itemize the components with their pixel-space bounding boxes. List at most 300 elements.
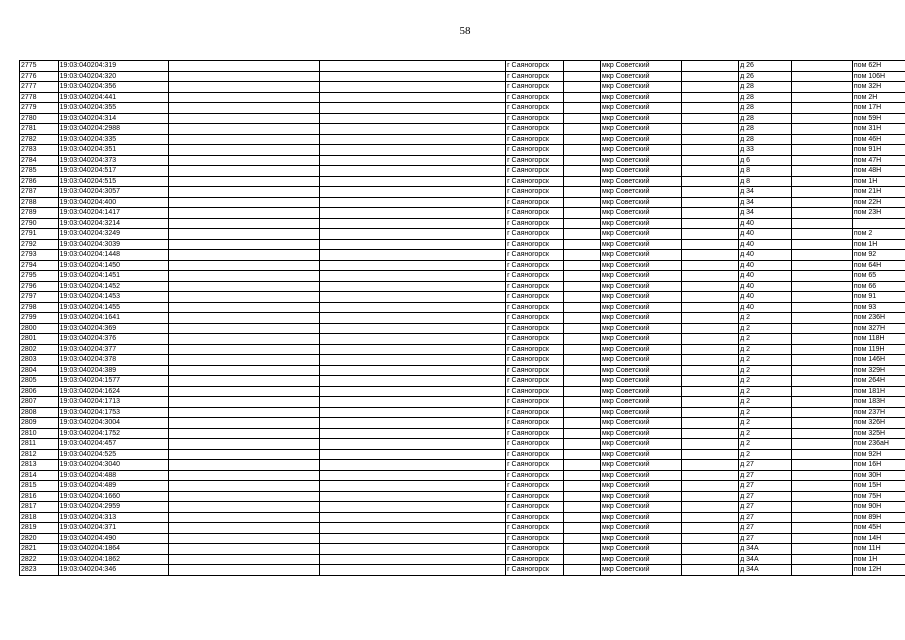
house-cell: д 28 — [739, 92, 792, 103]
row-number-cell: 2817 — [20, 502, 59, 513]
table-row — [20, 481, 905, 492]
city-cell: г Саяногорск — [506, 554, 563, 565]
city-cell: г Саяногорск — [506, 449, 563, 460]
empty-cell — [681, 418, 738, 429]
premise-cell: пом 30Н — [852, 470, 905, 481]
empty-cell — [681, 460, 738, 471]
premise-cell: пом 1Н — [852, 239, 905, 250]
house-cell: д 33 — [739, 145, 792, 156]
cadastral-number-cell: 19:03:040204:376 — [58, 334, 168, 345]
table-row — [20, 134, 905, 145]
empty-cell — [792, 334, 853, 345]
empty-cell — [681, 82, 738, 93]
empty-cell — [320, 271, 506, 282]
city-cell: г Саяногорск — [506, 124, 563, 135]
premise-cell: пом 91Н — [852, 145, 905, 156]
row-number-cell: 2795 — [20, 271, 59, 282]
cadastral-number-cell: 19:03:040204:1752 — [58, 428, 168, 439]
cadastral-number-cell: 19:03:040204:1453 — [58, 292, 168, 303]
house-cell: д 2 — [739, 344, 792, 355]
empty-cell — [681, 397, 738, 408]
empty-cell — [169, 134, 320, 145]
table-row — [20, 82, 905, 93]
empty-cell — [563, 365, 601, 376]
empty-cell — [681, 449, 738, 460]
empty-cell — [320, 565, 506, 576]
district-cell: мкр Советский — [601, 407, 682, 418]
house-cell: д 40 — [739, 260, 792, 271]
empty-cell — [320, 386, 506, 397]
empty-cell — [169, 334, 320, 345]
cadastral-number-cell: 19:03:040204:371 — [58, 523, 168, 534]
empty-cell — [320, 365, 506, 376]
table-row — [20, 187, 905, 198]
empty-cell — [563, 481, 601, 492]
house-cell: д 27 — [739, 533, 792, 544]
city-cell: г Саяногорск — [506, 491, 563, 502]
row-number-cell: 2819 — [20, 523, 59, 534]
table-row — [20, 208, 905, 219]
premise-cell: пом 119Н — [852, 344, 905, 355]
table-row — [20, 218, 905, 229]
empty-cell — [320, 166, 506, 177]
empty-cell — [563, 113, 601, 124]
premise-cell: пом 14Н — [852, 533, 905, 544]
row-number-cell: 2794 — [20, 260, 59, 271]
empty-cell — [169, 229, 320, 240]
empty-cell — [792, 386, 853, 397]
empty-cell — [169, 292, 320, 303]
empty-cell — [563, 397, 601, 408]
table-row — [20, 124, 905, 135]
district-cell: мкр Советский — [601, 428, 682, 439]
table-row — [20, 155, 905, 166]
house-cell: д 8 — [739, 176, 792, 187]
house-cell: д 26 — [739, 61, 792, 72]
row-number-cell: 2818 — [20, 512, 59, 523]
empty-cell — [681, 512, 738, 523]
empty-cell — [792, 365, 853, 376]
cadastral-number-cell: 19:03:040204:355 — [58, 103, 168, 114]
cadastral-number-cell: 19:03:040204:3249 — [58, 229, 168, 240]
city-cell: г Саяногорск — [506, 313, 563, 324]
premise-cell: пом 12Н — [852, 565, 905, 576]
empty-cell — [169, 397, 320, 408]
empty-cell — [681, 187, 738, 198]
house-cell: д 2 — [739, 376, 792, 387]
premise-cell: пом 93 — [852, 302, 905, 313]
empty-cell — [320, 323, 506, 334]
empty-cell — [169, 166, 320, 177]
empty-cell — [169, 250, 320, 261]
house-cell: д 34А — [739, 565, 792, 576]
row-number-cell: 2783 — [20, 145, 59, 156]
cadastral-number-cell: 19:03:040204:1624 — [58, 386, 168, 397]
empty-cell — [320, 407, 506, 418]
house-cell: д 27 — [739, 481, 792, 492]
premise-cell: пом 325Н — [852, 428, 905, 439]
premise-cell: пом 236Н — [852, 313, 905, 324]
premise-cell: пом 47Н — [852, 155, 905, 166]
empty-cell — [320, 124, 506, 135]
district-cell: мкр Советский — [601, 554, 682, 565]
table-row — [20, 292, 905, 303]
empty-cell — [169, 523, 320, 534]
cadastral-number-cell: 19:03:040204:1577 — [58, 376, 168, 387]
row-number-cell: 2804 — [20, 365, 59, 376]
empty-cell — [681, 302, 738, 313]
empty-cell — [563, 92, 601, 103]
empty-cell — [792, 449, 853, 460]
table-row — [20, 260, 905, 271]
empty-cell — [563, 103, 601, 114]
empty-cell — [792, 124, 853, 135]
district-cell: мкр Советский — [601, 512, 682, 523]
empty-cell — [320, 523, 506, 534]
row-number-cell: 2782 — [20, 134, 59, 145]
empty-cell — [681, 92, 738, 103]
empty-cell — [792, 344, 853, 355]
district-cell: мкр Советский — [601, 239, 682, 250]
premise-cell: пом 2 — [852, 229, 905, 240]
empty-cell — [320, 113, 506, 124]
empty-cell — [320, 460, 506, 471]
empty-cell — [563, 386, 601, 397]
district-cell: мкр Советский — [601, 218, 682, 229]
premise-cell: пом 66 — [852, 281, 905, 292]
district-cell: мкр Советский — [601, 491, 682, 502]
premise-cell: пом 1Н — [852, 176, 905, 187]
premise-cell: пом 62Н — [852, 61, 905, 72]
empty-cell — [681, 533, 738, 544]
city-cell: г Саяногорск — [506, 208, 563, 219]
empty-cell — [792, 134, 853, 145]
row-number-cell: 2780 — [20, 113, 59, 124]
cadastral-number-cell: 19:03:040204:378 — [58, 355, 168, 366]
house-cell: д 40 — [739, 281, 792, 292]
empty-cell — [792, 71, 853, 82]
district-cell: мкр Советский — [601, 176, 682, 187]
empty-cell — [681, 239, 738, 250]
empty-cell — [320, 103, 506, 114]
empty-cell — [792, 82, 853, 93]
premise-cell: пом 106Н — [852, 71, 905, 82]
district-cell: мкр Советский — [601, 386, 682, 397]
row-number-cell: 2793 — [20, 250, 59, 261]
house-cell: д 34А — [739, 544, 792, 555]
city-cell: г Саяногорск — [506, 229, 563, 240]
empty-cell — [169, 239, 320, 250]
row-number-cell: 2789 — [20, 208, 59, 219]
empty-cell — [320, 544, 506, 555]
empty-cell — [320, 145, 506, 156]
empty-cell — [563, 61, 601, 72]
cadastral-number-cell: 19:03:040204:319 — [58, 61, 168, 72]
empty-cell — [563, 260, 601, 271]
district-cell: мкр Советский — [601, 376, 682, 387]
empty-cell — [320, 134, 506, 145]
table-row — [20, 92, 905, 103]
district-cell: мкр Советский — [601, 271, 682, 282]
empty-cell — [563, 271, 601, 282]
district-cell: мкр Советский — [601, 533, 682, 544]
empty-cell — [563, 544, 601, 555]
empty-cell — [563, 428, 601, 439]
empty-cell — [681, 502, 738, 513]
premise-cell: пом 89Н — [852, 512, 905, 523]
premise-cell: пом 327Н — [852, 323, 905, 334]
cadastral-number-cell: 19:03:040204:313 — [58, 512, 168, 523]
empty-cell — [320, 239, 506, 250]
district-cell: мкр Советский — [601, 344, 682, 355]
empty-cell — [320, 397, 506, 408]
row-number-cell: 2797 — [20, 292, 59, 303]
city-cell: г Саяногорск — [506, 176, 563, 187]
empty-cell — [169, 124, 320, 135]
house-cell: д 27 — [739, 512, 792, 523]
district-cell: мкр Советский — [601, 281, 682, 292]
table-row — [20, 449, 905, 460]
empty-cell — [169, 313, 320, 324]
house-cell: д 2 — [739, 365, 792, 376]
empty-cell — [320, 250, 506, 261]
empty-cell — [563, 460, 601, 471]
cadastral-number-cell: 19:03:040204:377 — [58, 344, 168, 355]
house-cell: д 6 — [739, 155, 792, 166]
row-number-cell: 2791 — [20, 229, 59, 240]
empty-cell — [681, 271, 738, 282]
row-number-cell: 2800 — [20, 323, 59, 334]
premise-cell: пом 92Н — [852, 449, 905, 460]
row-number-cell: 2801 — [20, 334, 59, 345]
district-cell: мкр Советский — [601, 355, 682, 366]
cadastral-number-cell: 19:03:040204:489 — [58, 481, 168, 492]
row-number-cell: 2811 — [20, 439, 59, 450]
house-cell: д 27 — [739, 491, 792, 502]
empty-cell — [681, 218, 738, 229]
row-number-cell: 2792 — [20, 239, 59, 250]
table-row — [20, 281, 905, 292]
empty-cell — [563, 418, 601, 429]
empty-cell — [320, 218, 506, 229]
premise-cell: пом 45Н — [852, 523, 905, 534]
premise-cell: пом 237Н — [852, 407, 905, 418]
house-cell: д 34А — [739, 554, 792, 565]
empty-cell — [792, 271, 853, 282]
row-number-cell: 2807 — [20, 397, 59, 408]
cadastral-number-cell: 19:03:040204:1713 — [58, 397, 168, 408]
premise-cell: пом 32Н — [852, 82, 905, 93]
table-row — [20, 302, 905, 313]
empty-cell — [169, 71, 320, 82]
district-cell: мкр Советский — [601, 145, 682, 156]
row-number-cell: 2799 — [20, 313, 59, 324]
empty-cell — [681, 407, 738, 418]
empty-cell — [563, 82, 601, 93]
cadastral-number-cell: 19:03:040204:3040 — [58, 460, 168, 471]
empty-cell — [563, 554, 601, 565]
empty-cell — [320, 313, 506, 324]
empty-cell — [681, 344, 738, 355]
cadastral-number-cell: 19:03:040204:3039 — [58, 239, 168, 250]
empty-cell — [320, 292, 506, 303]
empty-cell — [681, 61, 738, 72]
city-cell: г Саяногорск — [506, 302, 563, 313]
empty-cell — [792, 313, 853, 324]
cadastral-number-cell: 19:03:040204:2988 — [58, 124, 168, 135]
cadastral-number-cell: 19:03:040204:3057 — [58, 187, 168, 198]
city-cell: г Саяногорск — [506, 344, 563, 355]
empty-cell — [320, 533, 506, 544]
table-row — [20, 533, 905, 544]
cadastral-number-cell: 19:03:040204:2959 — [58, 502, 168, 513]
house-cell: д 40 — [739, 218, 792, 229]
empty-cell — [169, 208, 320, 219]
empty-cell — [320, 176, 506, 187]
empty-cell — [563, 449, 601, 460]
empty-cell — [563, 523, 601, 534]
house-cell: д 2 — [739, 355, 792, 366]
empty-cell — [169, 449, 320, 460]
table-row — [20, 239, 905, 250]
house-cell: д 2 — [739, 397, 792, 408]
city-cell: г Саяногорск — [506, 418, 563, 429]
empty-cell — [792, 250, 853, 261]
empty-cell — [320, 281, 506, 292]
empty-cell — [792, 439, 853, 450]
empty-cell — [169, 155, 320, 166]
empty-cell — [563, 491, 601, 502]
empty-cell — [169, 281, 320, 292]
empty-cell — [792, 418, 853, 429]
empty-cell — [169, 271, 320, 282]
row-number-cell: 2778 — [20, 92, 59, 103]
table-row — [20, 386, 905, 397]
premise-cell: пом 75Н — [852, 491, 905, 502]
district-cell: мкр Советский — [601, 302, 682, 313]
empty-cell — [681, 554, 738, 565]
row-number-cell: 2779 — [20, 103, 59, 114]
empty-cell — [169, 533, 320, 544]
empty-cell — [563, 407, 601, 418]
empty-cell — [320, 197, 506, 208]
empty-cell — [563, 470, 601, 481]
premise-cell: пом 92 — [852, 250, 905, 261]
district-cell: мкр Советский — [601, 460, 682, 471]
city-cell: г Саяногорск — [506, 197, 563, 208]
house-cell: д 27 — [739, 460, 792, 471]
district-cell: мкр Советский — [601, 292, 682, 303]
empty-cell — [169, 61, 320, 72]
empty-cell — [792, 523, 853, 534]
city-cell: г Саяногорск — [506, 155, 563, 166]
empty-cell — [320, 439, 506, 450]
empty-cell — [681, 439, 738, 450]
cadastral-number-cell: 19:03:040204:356 — [58, 82, 168, 93]
city-cell: г Саяногорск — [506, 386, 563, 397]
empty-cell — [792, 229, 853, 240]
empty-cell — [320, 302, 506, 313]
empty-cell — [681, 229, 738, 240]
city-cell: г Саяногорск — [506, 481, 563, 492]
cadastral-number-cell: 19:03:040204:369 — [58, 323, 168, 334]
empty-cell — [792, 491, 853, 502]
premise-cell: пом 46Н — [852, 134, 905, 145]
table-row — [20, 61, 905, 72]
city-cell: г Саяногорск — [506, 460, 563, 471]
empty-cell — [792, 460, 853, 471]
empty-cell — [169, 355, 320, 366]
cadastral-number-cell: 19:03:040204:346 — [58, 565, 168, 576]
city-cell: г Саяногорск — [506, 239, 563, 250]
premise-cell: пом 64Н — [852, 260, 905, 271]
empty-cell — [563, 302, 601, 313]
page-number: 58 — [459, 25, 471, 37]
city-cell: г Саяногорск — [506, 565, 563, 576]
table-row — [20, 365, 905, 376]
city-cell: г Саяногорск — [506, 260, 563, 271]
empty-cell — [792, 176, 853, 187]
table-row — [20, 491, 905, 502]
district-cell: мкр Советский — [601, 71, 682, 82]
empty-cell — [792, 533, 853, 544]
empty-cell — [169, 565, 320, 576]
empty-cell — [792, 281, 853, 292]
city-cell: г Саяногорск — [506, 103, 563, 114]
house-cell: д 2 — [739, 313, 792, 324]
empty-cell — [563, 512, 601, 523]
premise-cell: пом 17Н — [852, 103, 905, 114]
table-row — [20, 439, 905, 450]
empty-cell — [169, 554, 320, 565]
row-number-cell: 2821 — [20, 544, 59, 555]
empty-cell — [681, 103, 738, 114]
empty-cell — [169, 176, 320, 187]
house-cell: д 28 — [739, 82, 792, 93]
empty-cell — [320, 82, 506, 93]
empty-cell — [681, 145, 738, 156]
city-cell: г Саяногорск — [506, 428, 563, 439]
empty-cell — [681, 197, 738, 208]
premise-cell — [852, 218, 905, 229]
table-row — [20, 313, 905, 324]
district-cell: мкр Советский — [601, 134, 682, 145]
row-number-cell: 2814 — [20, 470, 59, 481]
empty-cell — [792, 502, 853, 513]
empty-cell — [169, 470, 320, 481]
table-row — [20, 229, 905, 240]
city-cell: г Саяногорск — [506, 502, 563, 513]
district-cell: мкр Советский — [601, 565, 682, 576]
row-number-cell: 2790 — [20, 218, 59, 229]
row-number-cell: 2812 — [20, 449, 59, 460]
premise-cell: пом 146Н — [852, 355, 905, 366]
house-cell: д 27 — [739, 470, 792, 481]
empty-cell — [681, 376, 738, 387]
cadastral-number-cell: 19:03:040204:1417 — [58, 208, 168, 219]
empty-cell — [563, 197, 601, 208]
cadastral-number-cell: 19:03:040204:1641 — [58, 313, 168, 324]
house-cell: д 2 — [739, 407, 792, 418]
house-cell: д 27 — [739, 523, 792, 534]
house-cell: д 34 — [739, 208, 792, 219]
empty-cell — [563, 229, 601, 240]
empty-cell — [320, 71, 506, 82]
empty-cell — [320, 491, 506, 502]
city-cell: г Саяногорск — [506, 113, 563, 124]
empty-cell — [320, 187, 506, 198]
empty-cell — [563, 71, 601, 82]
